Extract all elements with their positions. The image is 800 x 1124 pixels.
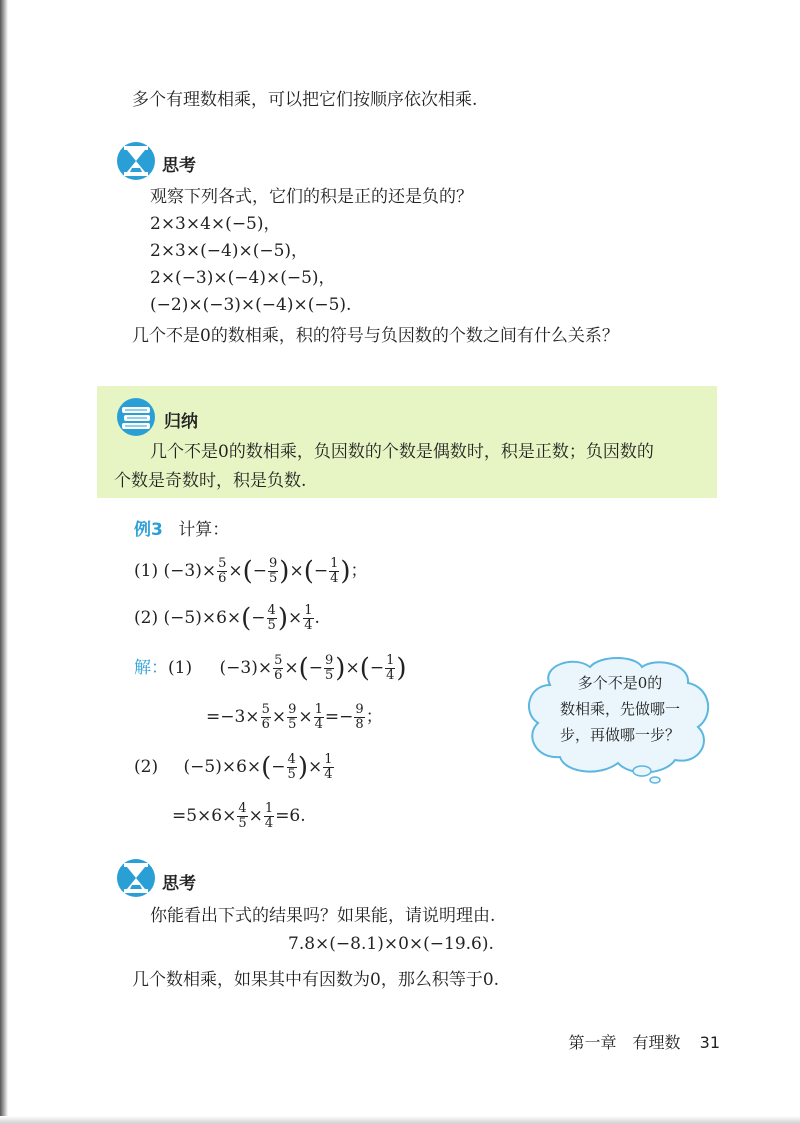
chapter-title: 第一章 有理数 — [568, 1033, 681, 1052]
fraction-4-5: $\frac{4}{5}$ — [287, 752, 296, 782]
think2-conclusion: 几个数相乘，如果其中有因数为0，那么积等于0. — [132, 970, 500, 990]
think2-expression: 7.8×(−8.1)×0×(−19.6). — [288, 934, 494, 954]
fraction-5-6: $\frac{5}{6}$ — [274, 653, 283, 683]
think2-heading: 思考 — [162, 874, 196, 894]
fraction-4-5: $\frac{4}{5}$ — [238, 801, 247, 831]
problem-1-label: (1) — [134, 561, 159, 581]
think1-expression-1: 2×3×4×(−5)， — [150, 214, 281, 234]
think1-expression-3: 2×(−3)×(−4)×(−5)， — [150, 268, 336, 288]
fraction-5-6: $\frac{5}{6}$ — [261, 702, 270, 732]
solution-1-line-2: =−3× $\frac{5}{6}$ × $\frac{9}{5}$ × $\frac{1}{4}$ =− $\frac{9}{8}$ ； — [206, 702, 383, 732]
page-footer — [569, 1030, 720, 1053]
summary-line-2: 个数是奇数时，积是负数. — [114, 471, 307, 491]
fraction-9-5: $\frac{9}{5}$ — [269, 556, 278, 586]
cloud-line-1: 多个不是0的 — [577, 674, 663, 692]
problem-2-label: (2) — [134, 608, 159, 628]
solution-label: 解： — [134, 658, 168, 678]
fraction-5-6: $\frac{5}{6}$ — [218, 556, 227, 586]
think1-heading: 思考 — [162, 156, 196, 176]
fraction-1-4: $\frac{1}{4}$ — [264, 801, 274, 831]
page-binding-edge — [0, 0, 8, 1124]
example-header — [134, 519, 229, 541]
fraction-9-5: $\frac{9}{5}$ — [325, 653, 334, 683]
fraction-1-4: $\frac{1}{4}$ — [330, 556, 339, 586]
hourglass-icon — [116, 140, 156, 182]
fraction-4-5: $\frac{4}{5}$ — [267, 603, 276, 633]
solution-1-line-1: 解：(1) (−3)× $\frac{5}{6}$ ×(− $\frac{9}{5}$ )×(− $\frac{1}{4}$ ) — [134, 653, 407, 684]
example-label: 例3 — [134, 520, 163, 540]
think1-question: 几个不是0的数相乘，积的符号与负因数的个数之间有什么关系？ — [132, 326, 619, 346]
page-bottom-edge — [0, 1116, 800, 1124]
books-icon — [115, 397, 157, 437]
fraction-1-4: $\frac{1}{4}$ — [324, 752, 333, 782]
fraction-9-5: $\frac{9}{5}$ — [288, 702, 297, 732]
think2-prompt: 你能看出下式的结果吗？如果能，请说明理由. — [150, 906, 496, 926]
cloud-text — [540, 670, 700, 748]
intro-text: 多个有理数相乘，可以把它们按顺序依次相乘. — [132, 90, 478, 110]
think1-prompt: 观察下列各式，它们的积是正的还是负的？ — [150, 187, 473, 207]
cloud-line-3: 步，再做哪一步？ — [559, 726, 680, 744]
solution-2-line-2: =5×6× $\frac{4}{5}$ × $\frac{1}{4}$ =6. — [172, 801, 306, 831]
summary-heading: 归纳 — [164, 412, 198, 432]
summary-line-1: 几个不是0的数相乘，负因数的个数是偶数时，积是正数；负因数的 — [150, 442, 654, 462]
page-number: 31 — [699, 1033, 720, 1052]
problem-1: (1) (−3)× $\frac{5}{6}$ ×(− $\frac{9}{5}$ )×(− $\frac{1}{4}$ )； — [134, 556, 368, 587]
fraction-1-4: $\frac{1}{4}$ — [386, 653, 395, 683]
think1-expression-2: 2×3×(−4)×(−5)， — [150, 241, 309, 261]
fraction-1-4: $\frac{1}{4}$ — [314, 702, 323, 732]
hourglass-icon — [116, 857, 156, 899]
cloud-line-2: 数相乘，先做哪一 — [559, 700, 680, 718]
fraction-9-8: $\frac{9}{8}$ — [355, 702, 364, 732]
think1-expression-4: (−2)×(−3)×(−4)×(−5). — [150, 295, 352, 315]
fraction-1-4: $\frac{1}{4}$ — [304, 603, 313, 633]
problem-2: (2) (−5)×6×(− $\frac{4}{5}$ )× $\frac{1}{4}$ . — [134, 603, 320, 634]
solution-2-line-1: (2) (−5)×6×(− $\frac{4}{5}$ )× $\frac{1}{4}$ — [134, 752, 333, 783]
example-task: 计算： — [178, 520, 230, 540]
